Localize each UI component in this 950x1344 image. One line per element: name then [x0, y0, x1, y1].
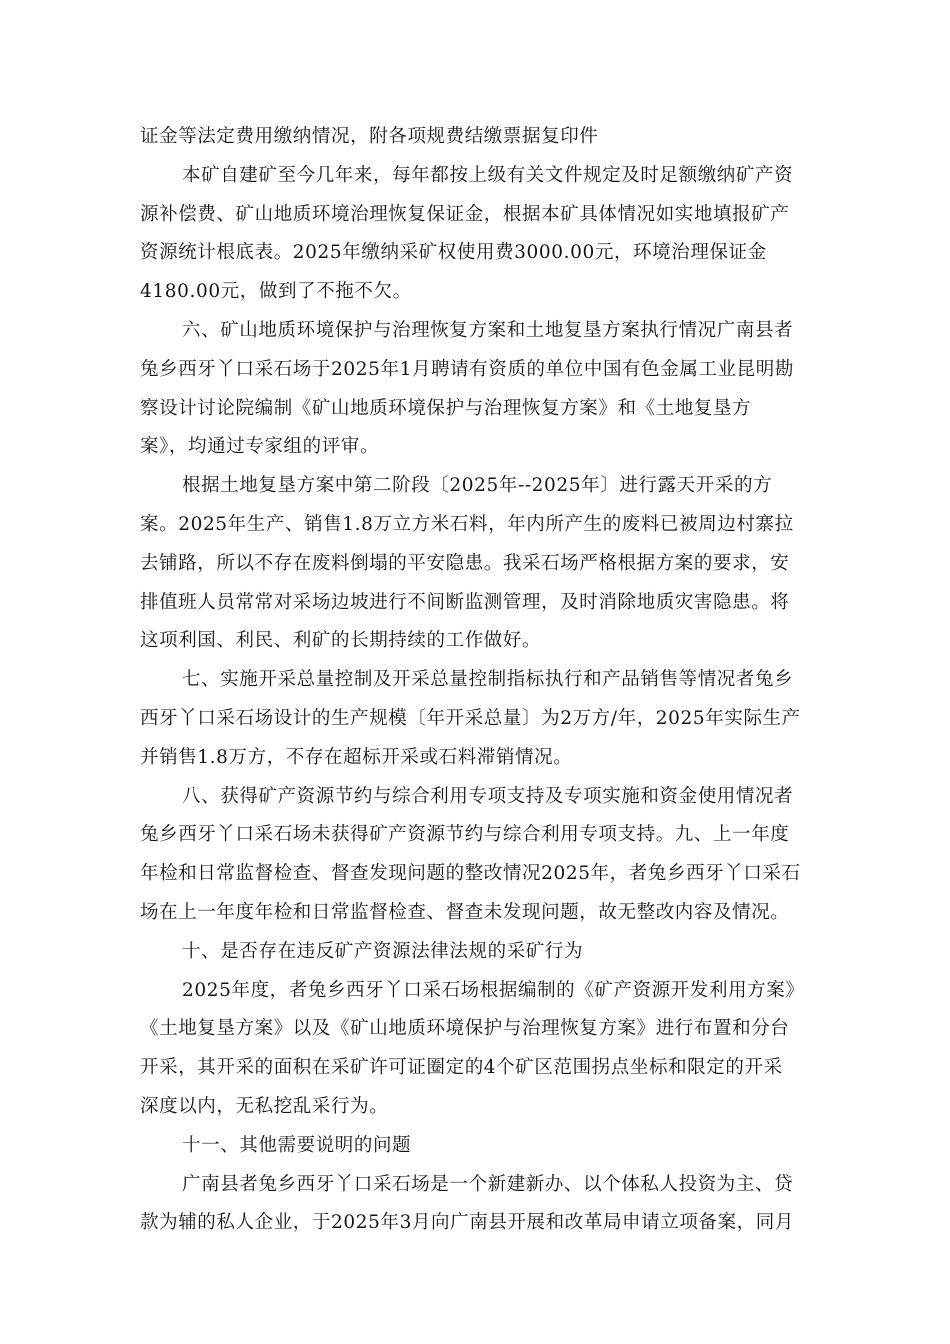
text-line: 证金等法定费用缴纳情况，附各项规费结缴票据复印件: [140, 126, 599, 147]
document-body: [140, 118, 805, 1243]
text-line: 八、获得矿产资源节约与综合利用专项支持及专项实施和资金使用情况者: [182, 785, 794, 807]
text-line: 十一、其他需要说明的问题: [182, 1134, 412, 1156]
text-line: 开采，其开采的面积在采矿许可证圈定的4个矿区范围拐点坐标和限定的开采: [140, 1057, 783, 1079]
text-line: 深度以内，无私挖乱采行为。: [140, 1095, 389, 1117]
text-line: 场在上一年度年检和日常监督检查、督查未发现问题，故无整改内容及情况。: [140, 901, 790, 923]
text-line: 兔乡西牙丫口采石场未获得矿产资源节约与综合利用专项支持。九、上一年度: [140, 824, 790, 846]
text-line: 案。2025年生产、销售1.8万立方米石料，年内所产生的废料已被周边村寨拉: [140, 513, 794, 535]
text-line: 案》，均通过专家组的评审。: [140, 436, 380, 458]
text-line: 资源统计根底表。2025年缴纳采矿权使用费3000.00元，环境治理保证金: [140, 242, 767, 264]
text-line: 款为辅的私人企业，于2025年3月向广南县开展和改革局申请立项备案，同月: [140, 1212, 794, 1234]
text-line: 源补偿费、矿山地质环境治理恢复保证金，根据本矿具体情况如实地填报矿产: [140, 203, 790, 225]
text-line: 七、实施开采总量控制及开采总量控制指标执行和产品销售等情况者兔乡: [182, 669, 794, 691]
text-line: 广南县者兔乡西牙丫口采石场是一个新建新办、以个体私人投资为主、贷: [182, 1173, 794, 1195]
text-line: 并销售1.8万方，不存在超标开采或石料滞销情况。: [140, 746, 573, 768]
text-line: 去铺路，所以不存在废料倒塌的平安隐患。我采石场严格根据方案的要求，安: [140, 552, 790, 574]
text-line: 兔乡西牙丫口采石场于2025年1月聘请有资质的单位中国有色金属工业昆明勘: [140, 358, 794, 380]
text-line: 这项利国、利民、利矿的长期持续的工作做好。: [140, 630, 542, 652]
text-line: 排值班人员常常对采场边坡进行不间断监测管理，及时消除地质灾害隐患。将: [140, 591, 790, 613]
text-line: 察设计讨论院编制《矿山地质环境保护与治理恢复方案》和《土地复垦方: [140, 397, 752, 419]
text-line: 根据土地复垦方案中第二阶段〔2025年--2025年〕进行露天开采的方: [182, 475, 773, 497]
text-line: 六、矿山地质环境保护与治理恢复方案和土地复垦方案执行情况广南县者: [182, 319, 794, 341]
text-line: 2025年度，者兔乡西牙丫口采石场根据编制的《矿产资源开发利用方案》: [182, 979, 805, 1001]
text-line: 年检和日常监督检查、督查发现问题的整改情况2025年，者兔乡西牙丫口采石: [140, 863, 801, 885]
text-line: 4180.00元，做到了不拖不欠。: [140, 281, 412, 303]
text-line: 《土地复垦方案》以及《矿山地质环境保护与治理恢复方案》进行布置和分台: [140, 1018, 790, 1040]
text-line: 十、是否存在违反矿产资源法律法规的采矿行为: [182, 940, 584, 962]
text-line: 本矿自建矿至今几年来，每年都按上级有关文件规定及时足额缴纳矿产资: [182, 164, 794, 186]
text-line: 西牙丫口采石场设计的生产规模〔年开采总量〕为2万方/年，2025年实际生产: [140, 707, 801, 729]
